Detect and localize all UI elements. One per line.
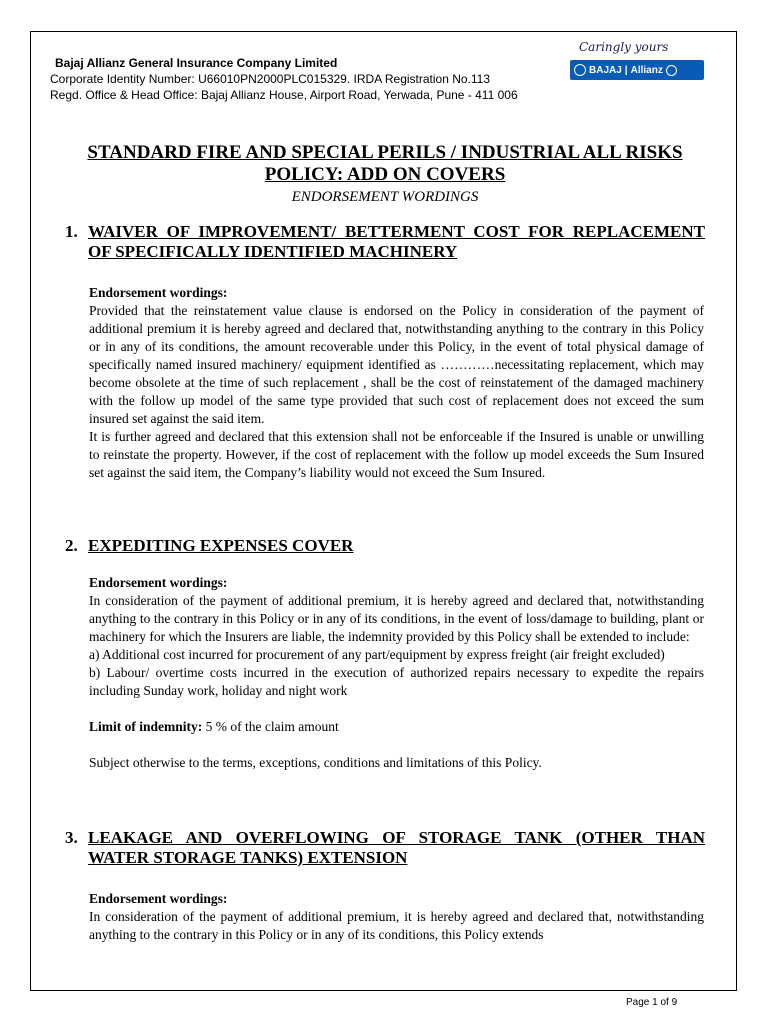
bajaj-emblem-icon — [574, 64, 586, 76]
endorsement-label: Endorsement wordings: — [89, 891, 228, 906]
document-title-line-2: POLICY: ADD ON COVERS — [264, 164, 506, 185]
section-number: 1. — [65, 222, 78, 241]
logo-allianz-text: Allianz — [630, 64, 663, 76]
company-name: Bajaj Allianz General Insurance Company Limited — [55, 56, 338, 70]
limit-value: 5 % of the claim amount — [202, 719, 339, 734]
section-1-paragraph-1: Provided that the reinstatement value clause is endorsed on the Policy in consideration of the payment of additional premium it is hereby agreed and declared that, notwithstanding anything to the contrary in this Policy or in any of its conditions, the amount recoverable under this Policy, in the event of total physical damage of specifically named insured machinery/ equipment identified as …………necessitating replacement, which may become obsolete at the time of such replacement , shall be the cost of reinstatement of the damaged machinery with the follow up model of the same type provided that such cost of replacement does not exceed the sum insured set against the said item. — [89, 303, 704, 426]
bajaj-allianz-logo — [570, 60, 704, 80]
section-1-body — [89, 284, 704, 482]
section-title: WAIVER OF IMPROVEMENT/ BETTERMENT COST FOR REPLACEMENT OF SPECIFICALLY IDENTIFIED MACHINERY — [88, 222, 705, 261]
section-number: 2. — [65, 536, 78, 555]
logo-separator: | — [624, 64, 628, 76]
subject-clause: Subject otherwise to the terms, exceptions, conditions and limitations of this Policy. — [89, 755, 542, 770]
limit-label: Limit of indemnity: — [89, 719, 203, 734]
section-2-body — [89, 574, 704, 772]
section-title: EXPEDITING EXPENSES COVER — [88, 536, 354, 555]
section-2-heading — [65, 536, 705, 556]
logo-bajaj-text: BAJAJ — [589, 64, 622, 76]
endorsement-label: Endorsement wordings: — [89, 575, 228, 590]
section-2-item-a: a) Additional cost incurred for procurement of any part/equipment by express freight (air freight excluded) — [89, 647, 665, 662]
section-3-body — [89, 890, 704, 944]
page-number: Page 1 of 9 — [626, 997, 678, 1008]
tagline: Caringly yours — [579, 40, 669, 54]
registered-office: Regd. Office & Head Office: Bajaj Allianz House, Airport Road, Yerwada, Pune - 411 006 — [50, 88, 518, 102]
limit-of-indemnity — [89, 718, 704, 736]
section-3-paragraph-1: In consideration of the payment of additional premium, it is hereby agreed and declared that, notwithstanding anything to the contrary in this Policy or in any of its conditions, this Policy extends — [89, 909, 704, 942]
section-1-heading — [65, 222, 705, 262]
endorsement-label: Endorsement wordings: — [89, 285, 228, 300]
section-2-item-b: b) Labour/ overtime costs incurred in the execution of authorized repairs necessary to expedite the repairs including Sunday work, holiday and night work — [89, 665, 704, 698]
section-title: LEAKAGE AND OVERFLOWING OF STORAGE TANK (OTHER THAN WATER STORAGE TANKS) EXTENSION — [88, 828, 705, 867]
section-1-paragraph-2: It is further agreed and declared that this extension shall not be enforceable if the Insured is unable or unwilling to reinstate the property. However, if the cost of replacement with the follow up model exceeds the Sum Insured set against the said item, the Company’s liability would not exceed the Sum Insured. — [89, 429, 704, 480]
corporate-identity-number: Corporate Identity Number: U66010PN2000PLC015329. IRDA Registration No.113 — [50, 72, 491, 86]
section-2-paragraph-1: In consideration of the payment of additional premium, it is hereby agreed and declared that, notwithstanding anything to the contrary in this Policy or in any of its conditions, in the event of loss/damage to building, plant or machinery for which the Insurers are liable, the indemnity provided by this Policy shall be extended to include: — [89, 593, 704, 644]
allianz-eagle-icon — [666, 65, 677, 76]
section-3-heading — [65, 828, 705, 868]
section-number: 3. — [65, 828, 78, 847]
document-title-line-1: STANDARD FIRE AND SPECIAL PERILS / INDUSTRIAL ALL RISKS — [87, 142, 683, 163]
document-subtitle: ENDORSEMENT WORDINGS — [291, 189, 479, 205]
